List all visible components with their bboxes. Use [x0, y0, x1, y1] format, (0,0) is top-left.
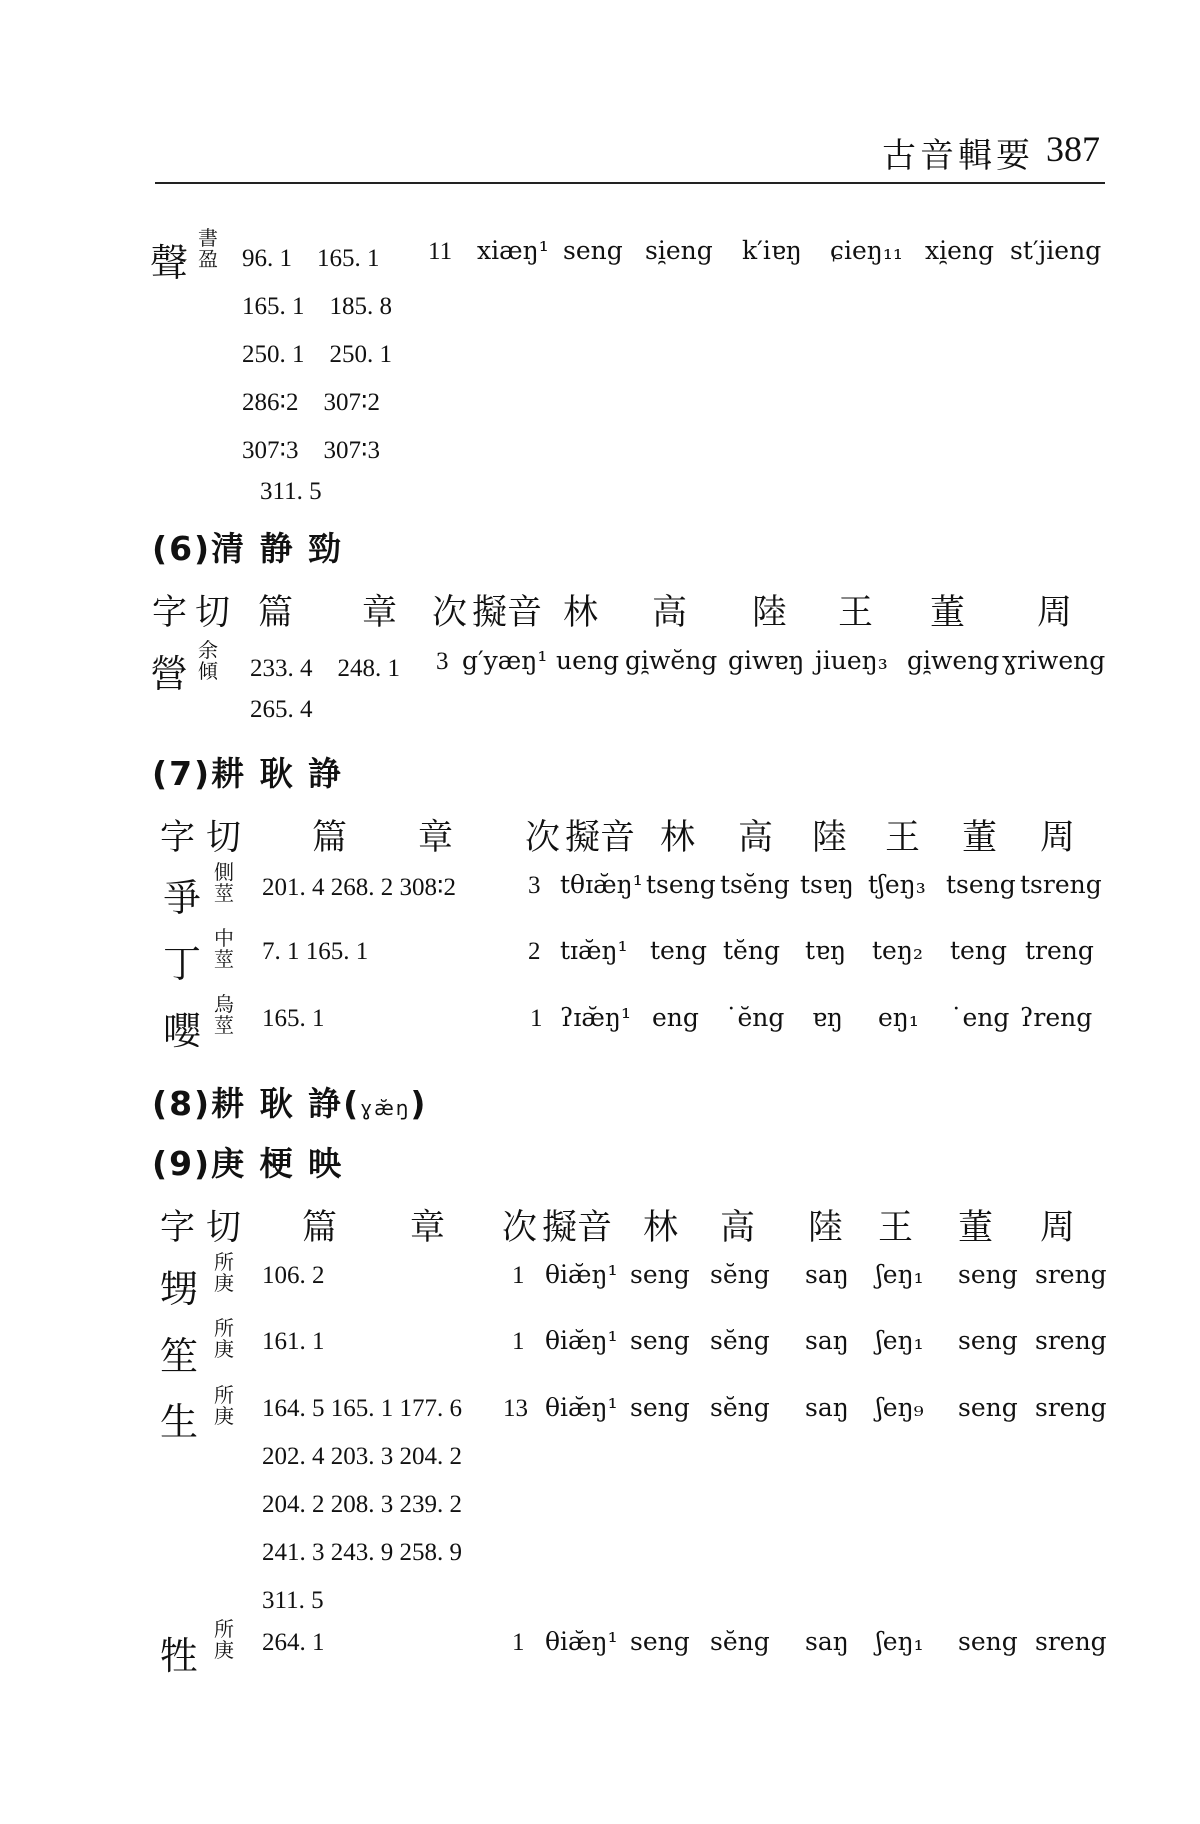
- ref-line: 165. 1: [262, 1005, 325, 1032]
- count: 3: [436, 648, 449, 675]
- reading-lu: giwɐŋ: [728, 646, 805, 675]
- ref-line: 265. 4: [250, 696, 313, 723]
- ref-line: 233. 4 248. 1: [250, 655, 401, 682]
- ref-line: 204. 2 208. 3 239. 2: [262, 1491, 462, 1518]
- col-qie: 切: [206, 818, 242, 858]
- ref-line: 241. 3 243. 9 258. 9: [262, 1539, 462, 1566]
- col-dong: 董: [930, 593, 966, 633]
- ref-line: 286∶2 307∶2: [242, 389, 381, 416]
- section-heading-8: (8)耕 耿 諍(ɣæ̆ŋ): [152, 1084, 428, 1123]
- col-zhang: 章: [418, 818, 454, 858]
- col-zhou: 周: [1040, 1208, 1076, 1248]
- ref-line: 165. 1 185. 8: [242, 293, 393, 320]
- entry-char: 丁: [163, 942, 202, 986]
- ref-line: 96. 1 165. 1: [242, 245, 380, 272]
- section-heading-9: (9)庚 梗 映: [152, 1144, 344, 1183]
- section-heading-6: (6)清 静 勁: [152, 529, 344, 568]
- reading-wang: eŋ₁: [878, 1003, 919, 1032]
- col-wang: 王: [878, 1208, 914, 1248]
- reading-gao: sĕng: [710, 1627, 770, 1656]
- reading-ipa: g′yæŋ¹: [462, 646, 548, 675]
- col-niyin: 擬音: [565, 818, 636, 858]
- count: 1: [530, 1005, 543, 1032]
- col-zhou: 周: [1040, 818, 1076, 858]
- reading-gao: sĕng: [710, 1326, 770, 1355]
- reading-dong: ˙eng: [950, 1003, 1010, 1032]
- col-zi: 字: [160, 1208, 196, 1248]
- reading-dong: tseng: [946, 870, 1016, 899]
- fanqie: 中 莖: [214, 926, 234, 971]
- reading-wang: jiueŋ₃: [815, 646, 888, 675]
- reading-lu: tɐŋ: [805, 936, 847, 965]
- reading-zhou: treng: [1025, 936, 1094, 965]
- page-number: 387: [1046, 129, 1100, 169]
- reading-lin: teng: [650, 936, 707, 965]
- header-rule: [155, 182, 1105, 184]
- reading-wang: tʃeŋ₃: [868, 870, 926, 899]
- col-zi: 字: [152, 593, 188, 633]
- reading-lin: seng: [630, 1627, 690, 1656]
- reading-gao: sĕng: [710, 1260, 770, 1289]
- reading-wang: teŋ₂: [872, 936, 923, 965]
- reading-wang: ʃeŋ₁: [876, 1260, 924, 1289]
- reading-dong: seng: [958, 1326, 1018, 1355]
- entry-char: 嚶: [163, 1009, 202, 1053]
- reading-zhou: sreng: [1035, 1260, 1107, 1289]
- ref-line: 311. 5: [260, 478, 322, 505]
- reading-ipa: θiæ̆ŋ¹: [545, 1393, 618, 1422]
- col-qie: 切: [206, 1208, 242, 1248]
- count: 13: [503, 1395, 528, 1422]
- col-niyin: 擬音: [472, 593, 543, 633]
- col-zhou: 周: [1037, 593, 1073, 633]
- reading-lin: eng: [652, 1003, 699, 1032]
- entry-char: 甥: [160, 1267, 199, 1311]
- reading-gao: gi̯wĕng: [625, 646, 718, 675]
- ref-line: 307∶3 307∶3: [242, 437, 381, 464]
- fanqie: 所 庚: [214, 1383, 234, 1428]
- fanqie: 書 盈: [198, 226, 218, 271]
- reading-ipa: ʔɪæ̆ŋ¹: [560, 1003, 632, 1032]
- fanqie: 余 傾: [198, 638, 218, 683]
- col-ci: 次: [432, 593, 468, 633]
- reading-zhou: sreng: [1035, 1393, 1107, 1422]
- count: 1: [512, 1328, 525, 1355]
- fanqie: 側 莖: [214, 860, 234, 905]
- reading-lu: ɐŋ: [812, 1003, 844, 1032]
- ref-line: 202. 4 203. 3 204. 2: [262, 1443, 462, 1470]
- col-lu: 陸: [752, 593, 788, 633]
- fanqie: 所 庚: [214, 1250, 234, 1295]
- count: 1: [512, 1629, 525, 1656]
- reading-gao: ˙ĕng: [725, 1003, 785, 1032]
- col-lin: 林: [660, 818, 696, 858]
- reading-gao: si̯eng: [645, 236, 713, 265]
- fanqie: 所 庚: [214, 1316, 234, 1361]
- running-title: 古音輯要: [882, 136, 1034, 176]
- reading-lin: tseng: [646, 870, 716, 899]
- reading-dong: seng: [958, 1627, 1018, 1656]
- col-pian: 篇: [258, 593, 294, 633]
- entry-char: 牲: [160, 1634, 199, 1678]
- col-pian: 篇: [312, 818, 348, 858]
- entry-char: 生: [160, 1400, 199, 1444]
- reading-lin: seng: [630, 1326, 690, 1355]
- col-wang: 王: [838, 593, 874, 633]
- reading-ipa: tɪæ̆ŋ¹: [560, 936, 628, 965]
- entry-char: 營: [150, 652, 189, 696]
- reading-dong: teng: [950, 936, 1007, 965]
- reading-dong: seng: [958, 1393, 1018, 1422]
- reading-ipa: tθɪæ̆ŋ¹: [560, 870, 643, 899]
- count: 2: [528, 938, 541, 965]
- col-zhang: 章: [410, 1208, 446, 1248]
- col-dong: 董: [958, 1208, 994, 1248]
- reading-lu: saŋ: [805, 1260, 849, 1289]
- fanqie: 烏 莖: [214, 992, 234, 1037]
- reading-ipa: θiæ̆ŋ¹: [545, 1260, 618, 1289]
- count: 1: [512, 1262, 525, 1289]
- column-header-row: [0, 810, 1200, 858]
- col-gao: 高: [720, 1208, 756, 1248]
- ref-line: 106. 2: [262, 1262, 325, 1289]
- reading-wang: ʃeŋ₁: [876, 1627, 924, 1656]
- reading-dong: gi̯weng: [907, 646, 1000, 675]
- reading-lu: tsɐŋ: [800, 870, 854, 899]
- reading-lu: saŋ: [805, 1627, 849, 1656]
- fanqie: 所 庚: [214, 1617, 234, 1662]
- section-heading-7: (7)耕 耿 諍: [152, 754, 344, 793]
- reading-ipa: xiæŋ¹: [477, 236, 549, 265]
- reading-lu: saŋ: [805, 1393, 849, 1422]
- entry-char: 笙: [160, 1334, 199, 1378]
- ref-line: 311. 5: [262, 1587, 324, 1614]
- col-wang: 王: [885, 818, 921, 858]
- reading-gao: tsĕng: [720, 870, 790, 899]
- column-header-row: [0, 1200, 1200, 1248]
- col-zhang: 章: [362, 593, 398, 633]
- entry-char: 聲: [150, 241, 189, 285]
- reading-wang: ɕieŋ₁₁: [830, 236, 903, 265]
- reading-zhou: ɣriweng: [1002, 646, 1106, 675]
- ref-line: 250. 1 250. 1: [242, 341, 393, 368]
- col-gao: 高: [652, 593, 688, 633]
- reading-ipa: θiæ̆ŋ¹: [545, 1627, 618, 1656]
- col-ci: 次: [502, 1208, 538, 1248]
- reading-lin: seng: [563, 236, 623, 265]
- col-zi: 字: [160, 818, 196, 858]
- reading-zhou: sreng: [1035, 1627, 1107, 1656]
- col-niyin: 擬音: [542, 1208, 613, 1248]
- col-gao: 高: [738, 818, 774, 858]
- col-lin: 林: [643, 1208, 679, 1248]
- reading-zhou: sreng: [1035, 1326, 1107, 1355]
- reading-ipa: θiæ̆ŋ¹: [545, 1326, 618, 1355]
- ref-line: 201. 4 268. 2 308∶2: [262, 874, 457, 901]
- reading-lin: ueng: [556, 646, 620, 675]
- col-ci: 次: [525, 818, 561, 858]
- col-pian: 篇: [302, 1208, 338, 1248]
- col-dong: 董: [962, 818, 998, 858]
- reading-wang: ʃeŋ₁: [876, 1326, 924, 1355]
- column-header-row: [0, 585, 1200, 633]
- reading-lin: seng: [630, 1393, 690, 1422]
- entry-char: 爭: [163, 876, 202, 920]
- ref-line: 164. 5 165. 1 177. 6: [262, 1395, 462, 1422]
- ref-line: 7. 1 165. 1: [262, 938, 369, 965]
- reading-zhou: tsreng: [1020, 870, 1102, 899]
- reading-lin: seng: [630, 1260, 690, 1289]
- reading-dong: seng: [958, 1260, 1018, 1289]
- col-lin: 林: [563, 593, 599, 633]
- col-lu: 陸: [808, 1208, 844, 1248]
- reading-zhou: st′jieng: [1010, 236, 1102, 265]
- heading-ipa: ɣæ̆ŋ: [360, 1096, 411, 1120]
- reading-dong: xi̯eng: [925, 236, 994, 265]
- col-lu: 陸: [812, 818, 848, 858]
- col-qie: 切: [195, 593, 231, 633]
- count: 3: [528, 872, 541, 899]
- reading-gao: tĕng: [723, 936, 780, 965]
- ref-line: 161. 1: [262, 1328, 325, 1355]
- ref-line: 264. 1: [262, 1629, 325, 1656]
- reading-zhou: ʔreng: [1020, 1003, 1093, 1032]
- reading-lu: k′iɐŋ: [742, 236, 802, 265]
- reading-wang: ʃeŋ₉: [876, 1393, 924, 1422]
- reading-gao: sĕng: [710, 1393, 770, 1422]
- reading-lu: saŋ: [805, 1326, 849, 1355]
- count: 11: [428, 238, 453, 265]
